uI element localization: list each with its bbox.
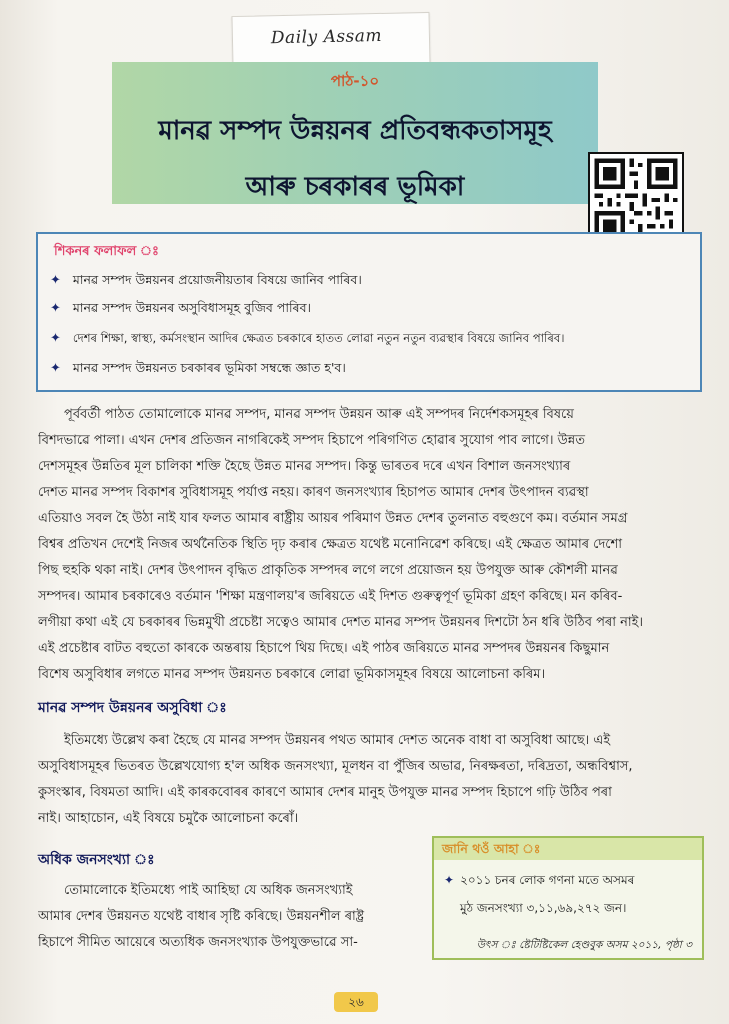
paragraph-line: এই প্ৰচেষ্টাৰ বাটত বহুতো কাৰকে অন্তৰায় হিচাপে থিয় দিছে। এই পাঠৰ জৰিয়তে মানৱ সম্পদৰ উন্নয়নৰ কিছুমান [38, 641, 610, 656]
star-bullet-icon: ✦ [50, 301, 61, 316]
lesson-number: পাঠ-১০ [330, 72, 380, 90]
paragraph-line: দেশসমূহৰ উন্নতিৰ মূল চালিকা শক্তি হৈছে উন্নত মানৱ সম্পদ। কিন্তু ভাৰতৰ দৰে এখন বিশাল জনসংখ্যাৰ [38, 459, 571, 474]
section-paragraph [38, 728, 696, 832]
infobox-line: মুঠ জনসংখ্যা ৩,১১,৬৯,২৭২ জন। [460, 901, 627, 915]
paragraph-line: পূৰ্ববৰ্তী পাঠত তোমালোকে মানৱ সম্পদ, মানৱ সম্পদ উন্নয়ন আৰু এই সম্পদৰ নিৰ্দেশকসমূহৰ বিষয়ে [64, 407, 574, 422]
paragraph-line: বিশদভাৱে পালা। এখন দেশৰ প্ৰতিজন নাগৰিকেই সম্পদ হিচাপে পৰিগণিত হোৱাৰ সুযোগ পাব লাগে। উন্নত [38, 433, 585, 448]
section-heading: অধিক জনসংখ্যা ঃ [38, 852, 155, 868]
paragraph-line: লগীয়া কথা এই যে চৰকাৰৰ ভিন্নমুখী প্ৰচেষ্টা সত্বেও আমাৰ দেশত মানৱ সম্পদ উন্নয়নৰ দিশটো ঠন ধৰি উঠিব পৰা নাই। [38, 615, 644, 630]
paragraph-line: তোমালোকে ইতিমধ্যে পাই আহিছা যে অধিক জনসংখ্যাই [64, 883, 353, 898]
star-bullet-icon: ✦ [444, 873, 455, 887]
intro-paragraph [38, 402, 696, 688]
paragraph-line: পিছ হুহকি থকা নাই। দেশৰ উৎপাদন বৃদ্ধিত প্ৰাকৃতিক সম্পদৰ লগে লগে প্ৰয়োজন হয় উপযুক্ত আৰু কৌশলী মানৱ [38, 563, 618, 578]
star-bullet-icon: ✦ [50, 361, 61, 376]
outcome-item: ✦ মানৱ সম্পদ উন্নয়নত চৰকাৰৰ ভূমিকা সম্বন্ধে জ্ঞাত হ'ব। [50, 360, 346, 376]
section-heading: মানৱ সম্পদ উন্নয়নৰ অসুবিধা ঃ [38, 700, 227, 716]
star-bullet-icon: ✦ [50, 273, 61, 288]
paragraph-line: দেশত মানৱ সম্পদ বিকাশৰ সুবিধাসমূহ পৰ্যাপ্ত নহয়। কাৰণ জনসংখ্যাৰ হিচাপত আমাৰ দেশৰ উৎপাদন ব্যৱস্থা [38, 485, 589, 500]
infobox-line: ✦ ২০১১ চনৰ লোক গণনা মতে অসমৰ [444, 873, 635, 887]
infobox-heading: জানি থওঁ আহা ঃ [442, 841, 541, 856]
star-bullet-icon: ✦ [50, 331, 61, 346]
paragraph-line: অসুবিধাসমূহৰ ভিতৰত উল্লেখযোগ্য হ'ল অধিক জনসংখ্যা, মূলধন বা পুঁজিৰ অভাৱ, নিৰক্ষৰতা, দৰিদ্ৰতা, অন্ধবিশ্বাস, [38, 759, 633, 774]
paragraph-line: কুসংস্কাৰ, বিষমতা আদি। এই কাৰকবোৰৰ কাৰণে আমাৰ দেশৰ মানুহ উপযুক্ত মানৱ সম্পদ হিচাপে গঢ়ি উঠিব পৰা [38, 785, 612, 800]
chapter-title-line-1: মানৱ সম্পদ উন্নয়নৰ প্ৰতিবন্ধকতাসমূহ [158, 116, 552, 146]
paragraph-line: আমাৰ দেশৰ উন্নয়নত যথেষ্ট বাধাৰ সৃষ্টি কৰিছে। উন্নয়নশীল ৰাষ্ট্ৰ [38, 909, 365, 924]
title-banner [112, 62, 598, 204]
paragraph-line: এতিয়াও সবল হৈ উঠা নাই যাৰ ফলত আমাৰ ৰাষ্ট্ৰীয় আয়ৰ পৰিমাণ উন্নত দেশৰ তুলনাত বহুগুণে কম। বৰ্তমান সমগ্ৰ [38, 511, 628, 526]
sticky-note [231, 12, 430, 68]
infobox-source: উৎস ঃ ষ্টেটিষ্টিকেল হেণ্ডবুক অসম ২০১১, পৃষ্ঠা ৩ [476, 939, 692, 951]
paragraph-line: হিচাপে সীমিত আয়েৰে অত্যধিক জনসংখ্যাক উপযুক্তভাৱে সা- [38, 935, 358, 950]
paragraph-line: ইতিমধ্যে উল্লেখ কৰা হৈছে যে মানৱ সম্পদ উন্নয়নৰ পথত আমাৰ দেশত অনেক বাধা বা অসুবিধা আছে। এই [64, 733, 611, 748]
section-paragraph [38, 878, 418, 956]
learning-outcomes-box [36, 232, 702, 392]
did-you-know-box [432, 836, 704, 960]
paragraph-line: নাই। আহাচোন, এই বিষয়ে চমুকৈ আলোচনা কৰোঁ। [38, 811, 299, 826]
paragraph-line: বিশ্বৰ প্ৰতিখন দেশেই নিজৰ অৰ্থনৈতিক স্থিতি দৃঢ় কৰাৰ ক্ষেত্ৰত যথেষ্ট মনোনিৱেশ কৰিছে। এই ক্ষেত্ৰত আমাৰ দেশো [38, 537, 622, 552]
outcomes-heading: শিকনৰ ফলাফল ঃ [54, 244, 159, 259]
outcome-item: ✦ মানৱ সম্পদ উন্নয়নৰ অসুবিধাসমূহ বুজিব পাৰিব। [50, 300, 311, 316]
note-label: Daily Assam [270, 25, 383, 49]
page-number: ২৬ [334, 992, 378, 1012]
chapter-title-line-2: আৰু চৰকাৰৰ ভূমিকা [245, 172, 465, 202]
paragraph-line: বিশেষ অসুবিধাৰ লগতে মানৱ সম্পদ উন্নয়নত চৰকাৰে লোৱা ভূমিকাসমূহৰ বিষয়ে আলোচনা কৰিম। [38, 667, 546, 682]
infobox-header [434, 838, 702, 860]
paragraph-line: সম্পদৰ। আমাৰ চৰকাৰেও বৰ্তমান 'শিক্ষা মন্ত্ৰণালয়'ৰ জৰিয়তে এই দিশত গুৰুত্বপূৰ্ণ ভূমিকা গ্ৰহণ কৰিছে। মন কৰিব- [38, 589, 623, 604]
outcome-item: ✦ দেশৰ শিক্ষা, স্বাস্থ্য, কৰ্মসংস্থান আদিৰ ক্ষেত্ৰত চৰকাৰে হাতত লোৱা নতুন নতুন ব্যৱস্থাৰ বিষয়ে জানিব পাৰিব। [50, 331, 565, 346]
outcome-item: ✦ মানৱ সম্পদ উন্নয়নৰ প্ৰয়োজনীয়তাৰ বিষয়ে জানিব পাৰিব। [50, 272, 362, 288]
